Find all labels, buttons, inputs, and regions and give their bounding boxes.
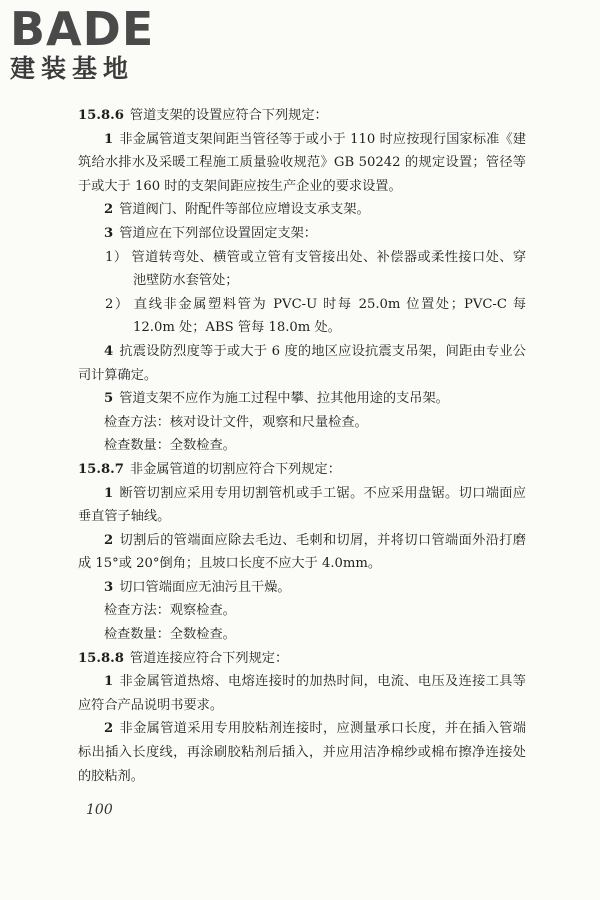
item-number: 1）	[105, 249, 128, 265]
item-text: 切割后的管端面应除去毛边、毛刺和切屑，并将切口管端面外沿打磨成 15°或 20°倒角；且坡口长度不应大于 4.0mm。	[78, 532, 526, 572]
logo-subtitle: 建装基地	[10, 54, 135, 83]
list-item	[78, 576, 526, 600]
check-line	[78, 411, 526, 435]
page-number: 100	[86, 802, 113, 818]
item-text: 直线非金属塑料管为 PVC-U 时每 25.0m 位置处；PVC-C 每 12.0m 处；ABS 管每 18.0m 处。	[133, 296, 527, 336]
logo-word: BADE	[10, 2, 155, 56]
item-number: 2	[104, 721, 114, 737]
list-item	[78, 128, 526, 199]
item-number: 2	[104, 202, 114, 218]
list-item	[78, 387, 526, 411]
list-item	[78, 670, 526, 717]
check-line	[78, 623, 526, 647]
item-number: 5	[104, 391, 114, 407]
item-text: 管道支架的设置应符合下列规定：	[129, 108, 328, 123]
document-body	[78, 104, 526, 788]
list-item	[78, 529, 526, 576]
item-number: 1	[104, 485, 114, 501]
check-line	[78, 434, 526, 458]
clause-heading	[78, 458, 526, 482]
item-text: 非金属管道的切割应符合下列规定：	[129, 461, 341, 477]
clause-heading	[78, 104, 526, 128]
item-text: 管道应在下列部位设置固定支架：	[119, 225, 317, 241]
list-item	[78, 717, 526, 788]
item-text: 抗震设防烈度等于或大于 6 度的地区应设抗震支吊架，间距由专业公司计算确定。	[78, 343, 526, 383]
item-text: 检查数量：全数检查。	[104, 627, 236, 643]
list-item	[78, 482, 526, 529]
item-number: 15.8.7	[78, 461, 124, 477]
item-number: 1	[104, 131, 114, 147]
item-text: 管道支架不应作为施工过程中攀、拉其他用途的支吊架。	[119, 391, 449, 407]
item-number: 4	[104, 343, 114, 359]
item-number: 2	[104, 532, 114, 548]
item-text: 检查数量：全数检查。	[104, 438, 236, 454]
item-text: 检查方法：观察检查。	[104, 603, 236, 619]
list-item	[78, 340, 526, 387]
item-number: 2）	[105, 296, 130, 312]
item-number: 1	[104, 674, 114, 690]
item-number: 3	[104, 579, 114, 595]
clause-heading	[78, 647, 526, 671]
item-text: 非金属管道热熔、电熔连接时的加热时间，电流、电压及连接工具等应符合产品说明书要求。	[78, 674, 526, 713]
item-text: 切口管端面应无油污且干燥。	[119, 579, 291, 595]
item-text: 管道阀门、附配件等部位应增设支承支架。	[119, 202, 370, 218]
list-item	[78, 198, 526, 222]
item-text: 管道连接应符合下列规定：	[129, 650, 289, 666]
item-number: 15.8.6	[78, 108, 124, 123]
sub-list-item	[78, 293, 526, 340]
check-line	[78, 599, 526, 623]
item-text: 检查方法：核对设计文件，观察和尺量检查。	[104, 414, 368, 430]
item-text: 非金属管道采用专用胶粘剂连接时，应测量承口长度，并在插入管端标出插入长度线，再涂刷胶粘剂后插入，并应用洁净棉纱或棉布擦净连接处的胶粘剂。	[78, 721, 526, 784]
item-text: 非金属管道支架间距当管径等于或小于 110 时应按现行国家标准《建筑给水排水及采暖工程施工质量验收规范》GB 50242 的规定设置；管径等于或大于 160 时的支架间距应按生产企业的要求设置。	[78, 131, 526, 194]
item-text: 管道转弯处、横管或立管有支管接出处、补偿器或柔性接口处、穿池壁防水套管处；	[131, 249, 527, 289]
bade-logo	[10, 4, 185, 84]
item-number: 3	[104, 225, 114, 241]
item-text: 断管切割应采用专用切割管机或手工锯。不应采用盘锯。切口端面应垂直管子轴线。	[78, 485, 526, 525]
item-number: 15.8.8	[78, 650, 124, 666]
list-item	[78, 222, 526, 246]
sub-list-item	[78, 246, 526, 293]
